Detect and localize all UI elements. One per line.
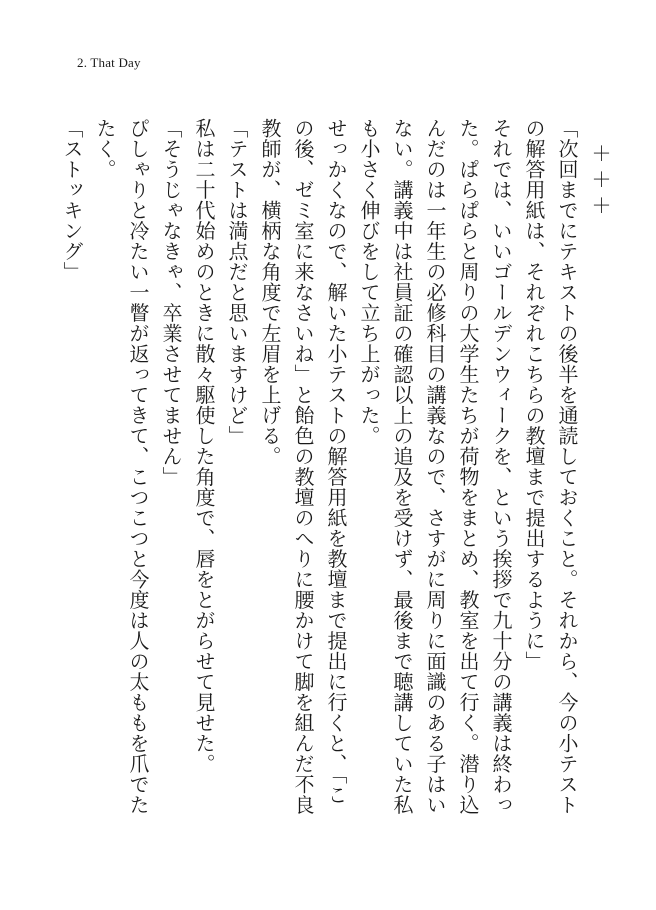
paragraph-2: それでは、いいゴールデンウィークを、という挨拶で九十分の講義は終わった。ぱらぱらと周りの大学生たちが荷物をまとめ、教室を出て行く。潜り込んだのは一年生の必修科目の講義なので、さすがに周りに面識のある子はいない。講義中は社員証の確認以上の追及を受けず、最後まで聴講していた私も小さく伸びをして立ち上がった。 — [357, 118, 513, 815]
paragraph-8: 「ストッキング」 — [60, 118, 84, 282]
paragraph-7: ぴしゃりと冷たい一瞥が返ってきて、こつこつと今度は人の太ももを爪でたたく。 — [93, 118, 150, 815]
body-text — [56, 118, 616, 818]
paragraph-5: 私は二十代始めのときに散々駆使した角度で、唇をとがらせて見せた。 — [192, 118, 216, 774]
paragraph-3: せっかくなので、解いた小テストの解答用紙を教壇まで提出に行くと、「この後、ゼミ室に来なさいね」と飴色の教壇のへりに腰かけて脚を組んだ不良教師が、横柄な角度で左眉を上げる。 — [258, 118, 348, 815]
section-break: ＋＋＋ — [588, 143, 612, 221]
paragraph-4: 「テストは満点だと思いますけど」 — [225, 118, 249, 446]
paragraph-6: 「そうじゃなきゃ、卒業させてません」 — [159, 118, 183, 487]
running-head: 2. That Day — [77, 55, 141, 70]
paragraph-1: 「次回までにテキストの後半を通読しておくこと。それから、今の小テストの解答用紙は、それぞれこちらの教壇まで提出するように」 — [522, 118, 579, 815]
